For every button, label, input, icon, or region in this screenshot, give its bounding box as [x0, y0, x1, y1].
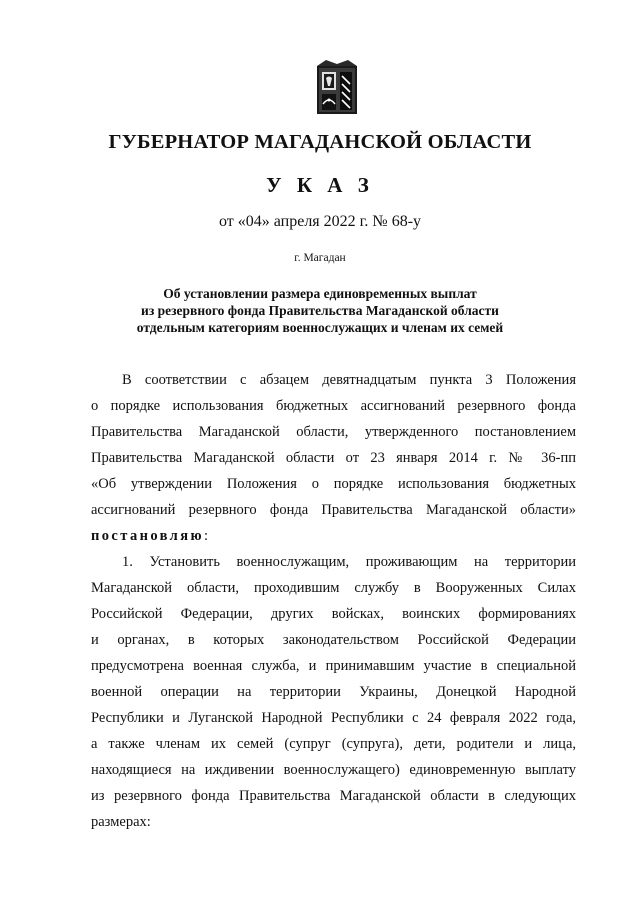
- body-line: «Об утверждении Положения о порядке использования бюджетных: [91, 476, 576, 492]
- body-line: находящиеся на иждивении военнослужащего) единовременную выплату: [91, 762, 576, 778]
- body-line: и органах, в которых законодательством Российской Федерации: [91, 632, 576, 648]
- body-line: Правительства Магаданской области от 23 января 2014 г. № 36-пп: [91, 450, 576, 466]
- document-issuer-title: ГУБЕРНАТОР МАГАДАНСКОЙ ОБЛАСТИ: [108, 131, 532, 153]
- body-line: В соответствии с абзацем девятнадцатым пункта 3 Положения: [122, 372, 576, 388]
- document-date-number: от «04» апреля 2022 г. № 68-у: [218, 213, 422, 230]
- document-subject: [0, 285, 640, 336]
- body-line: а также членам их семей (супруг (супруга), дети, родители и лица,: [91, 736, 576, 752]
- body-line: предусмотрена военная служба, и принимавшим участие в специальной: [91, 658, 576, 674]
- document-type: У К А З: [266, 173, 374, 197]
- decree-colon: :: [203, 528, 208, 544]
- subject-line: отдельным категориям военнослужащих и членам их семей: [136, 320, 504, 335]
- subject-line: Об установлении размера единовременных выплат: [163, 286, 477, 301]
- body-line: Российской Федерации, других войсках, воинских формированиях: [91, 606, 576, 622]
- body-line: Правительства Магаданской области, утвержденного постановлением: [91, 424, 576, 440]
- body-line: Магаданской области, проходившим службу в Вооруженных Силах: [91, 580, 576, 596]
- body-line: из резервного фонда Правительства Магаданской области в следующих: [91, 788, 576, 804]
- body-line: Республики и Луганской Народной Республики с 24 февраля 2022 года,: [91, 710, 576, 726]
- body-line: 1. Установить военнослужащим, проживающим на территории: [122, 554, 576, 570]
- body-line: о порядке использования бюджетных ассигнований резервного фонда: [91, 398, 576, 414]
- body-line: размерах:: [91, 814, 151, 830]
- body-line: ассигнований резервного фонда Правительства Магаданской области»: [91, 502, 576, 518]
- decree-word: постановляю: [91, 528, 204, 544]
- coat-of-arms-icon: [314, 60, 360, 116]
- subject-line: из резервного фонда Правительства Магаданской области: [141, 303, 499, 318]
- decree-line: [91, 528, 576, 548]
- body-line: военной операции на территории Украины, Донецкой Народной: [91, 684, 576, 700]
- document-city: г. Магадан: [294, 252, 346, 264]
